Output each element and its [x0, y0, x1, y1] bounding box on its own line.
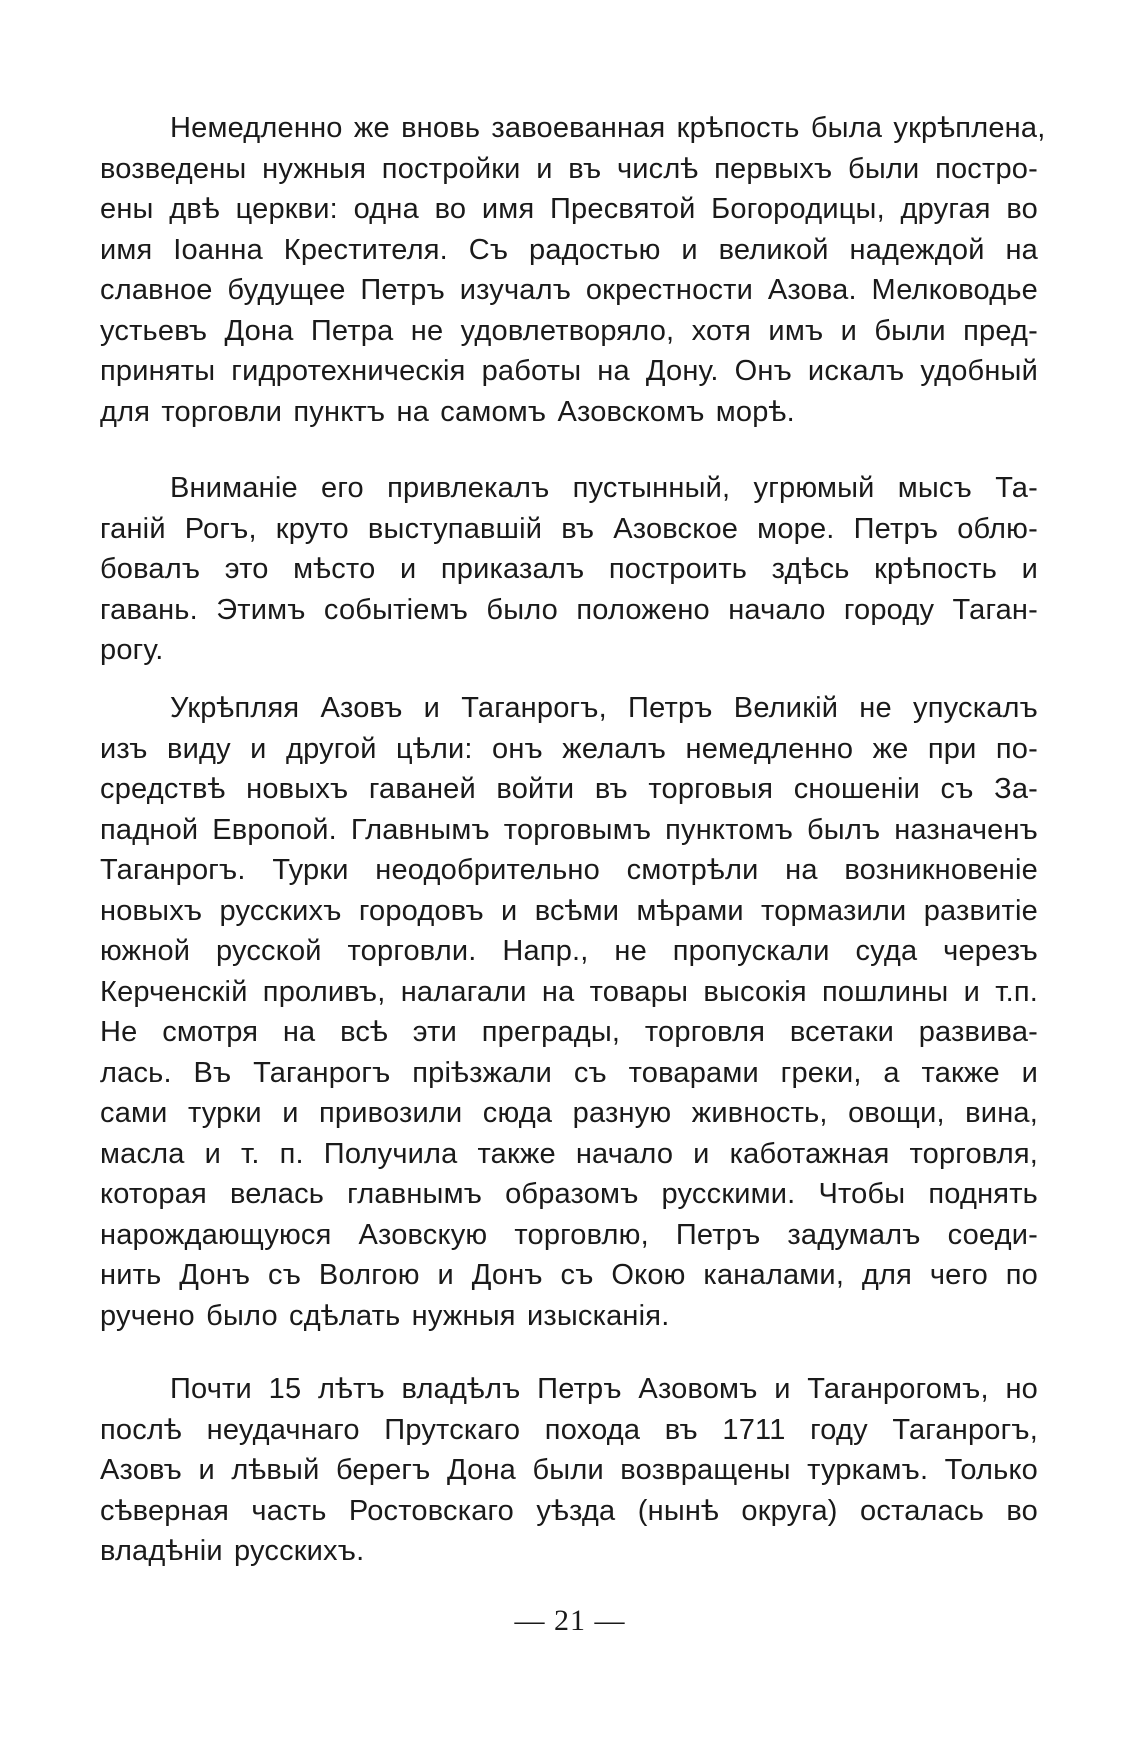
text-line: для торговли пунктъ на самомъ Азовскомъ морѣ. — [100, 395, 795, 428]
text-line: падной Европой. Главнымъ торговымъ пунктомъ былъ назначенъ — [100, 813, 1038, 846]
text-line: Азовъ и лѣвый берегъ Дона были возвращены туркамъ. Только — [100, 1454, 1038, 1486]
text-line: нарождающуюся Азовскую торговлю, Петръ задумалъ соеди- — [100, 1218, 1038, 1251]
text-line: Керченскій проливъ, налагали на товары высокія пошлины и т.п. — [100, 975, 1038, 1008]
text-line: ены двѣ церкви: одна во имя Пресвятой Богородицы, другая во — [100, 193, 1038, 225]
text-line: послѣ неудачнаго Прутскаго похода въ 1711 году Таганрогъ, — [100, 1413, 1038, 1446]
text-line: южной русской торговли. Напр., не пропускали суда черезъ — [100, 935, 1038, 967]
text-line: бовалъ это мѣсто и приказалъ построить здѣсь крѣпость и — [100, 553, 1038, 585]
text-line: устьевъ Дона Петра не удовлетворяло, хотя имъ и были пред- — [100, 314, 1038, 347]
page-number: — 21 — — [514, 1604, 626, 1637]
text-line: славное будущее Петръ изучалъ окрестности Азова. Мелководье — [100, 274, 1038, 306]
text-line: сами турки и привозили сюда разную живность, овощи, вина, — [100, 1097, 1038, 1129]
text-line: возведены нужныя постройки и въ числѣ первыхъ были постро- — [100, 152, 1038, 185]
text-line: ганій Рогъ, круто выступавшій въ Азовское море. Петръ облю- — [100, 512, 1038, 545]
paragraph — [100, 1369, 1038, 1572]
paragraph — [100, 688, 1038, 1336]
text-line: новыхъ русскихъ городовъ и всѣми мѣрами тормазили развитіе — [100, 894, 1038, 927]
text-line: средствѣ новыхъ гаваней войти въ торговыя сношеніи съ За- — [100, 773, 1038, 805]
text-line: владѣніи русскихъ. — [100, 1535, 365, 1567]
text-line: изъ виду и другой цѣли: онъ желалъ немедленно же при по- — [100, 732, 1038, 765]
text-line: Не смотря на всѣ эти преграды, торговля всетаки развива- — [100, 1016, 1038, 1048]
text-line: нить Донъ съ Волгою и Донъ съ Окою каналами, для чего по — [100, 1259, 1038, 1291]
text-line: сѣверная часть Ростовскаго уѣзда (нынѣ округа) осталась во — [100, 1494, 1038, 1527]
text-line: лась. Въ Таганрогъ пріѣзжали съ товарами греки, а также и — [100, 1056, 1038, 1089]
text-line: рогу. — [100, 634, 164, 666]
text-line: Немедленно же вновь завоеванная крѣпость была укрѣплена, — [170, 112, 1046, 144]
paragraph — [100, 108, 1046, 432]
text-line: Таганрогъ. Турки неодобрительно смотрѣли на возникновеніе — [100, 854, 1038, 886]
text-line: которая велась главнымъ образомъ русскими. Чтобы поднять — [100, 1178, 1038, 1210]
paragraph — [100, 468, 1038, 671]
text-line: приняты гидротехническія работы на Дону. Онъ искалъ удобный — [100, 355, 1038, 387]
text-line: Почти 15 лѣтъ владѣлъ Петръ Азовомъ и Таганрогомъ, но — [170, 1373, 1038, 1405]
text-line: гавань. Этимъ событіемъ было положено начало городу Таган- — [100, 593, 1038, 626]
text-line: масла и т. п. Получила также начало и каботажная торговля, — [100, 1137, 1038, 1170]
text-line: Вниманіе его привлекалъ пустынный, угрюмый мысъ Та- — [170, 472, 1038, 504]
text-line: имя Іоанна Крестителя. Съ радостью и великой надеждой на — [100, 233, 1038, 266]
text-line: ручено было сдѣлать нужныя изысканія. — [100, 1299, 670, 1332]
text-line: Укрѣпляя Азовъ и Таганрогъ, Петръ Великій не упускалъ — [170, 692, 1038, 724]
